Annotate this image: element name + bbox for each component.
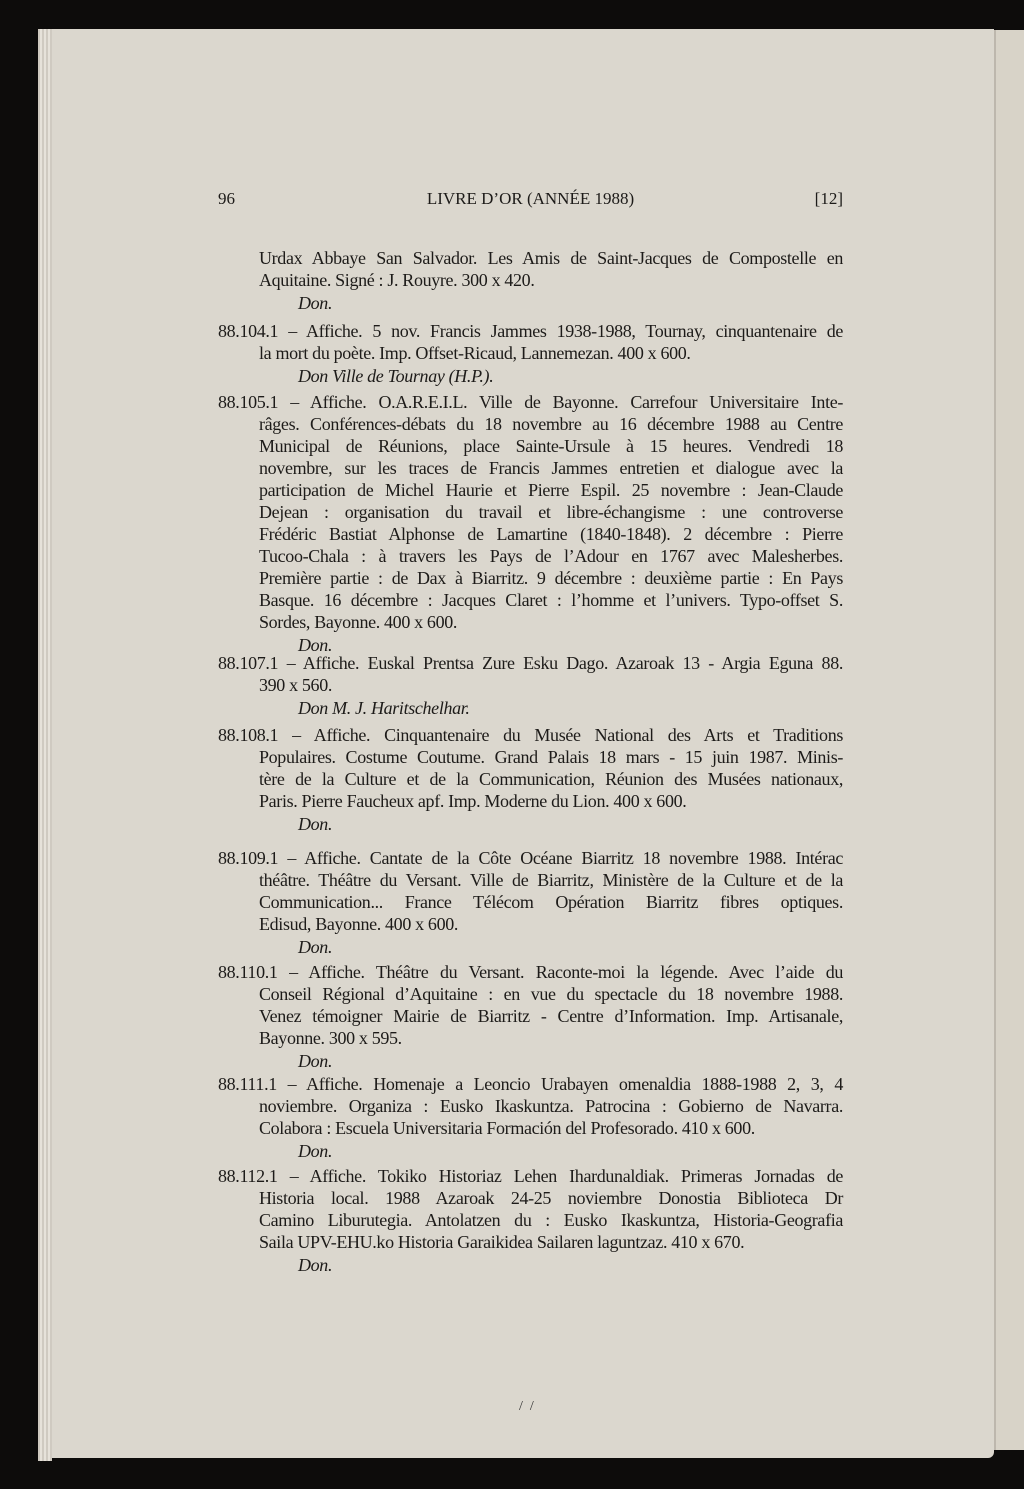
entry-number: 88.105.1 <box>218 392 279 412</box>
entry-number: 88.108.1 <box>218 725 279 745</box>
entry-line <box>218 435 843 457</box>
entry-number: 88.112.1 <box>218 1166 278 1186</box>
entry-number: 88.110.1 <box>218 962 278 982</box>
page-stack-edge <box>38 29 52 1461</box>
entry-text: Tucoo-Chala : à travers les Pays de l’Adour en 1767 avec Malesherbes. <box>259 546 843 566</box>
entry-line <box>218 611 843 633</box>
entry-text: Populaires. Costume Coutume. Grand Palais 18 mars - 15 juin 1987. Minis- <box>259 747 843 767</box>
entry-text: Frédéric Bastiat Alphonse de Lamartine (1840-1848). 2 décembre : Pierre <box>259 524 843 544</box>
entry-line <box>218 1005 843 1027</box>
catalogue-entry <box>218 1073 843 1162</box>
entry-line <box>218 869 843 891</box>
entry-donor: Don. <box>298 1255 333 1275</box>
entry-text: Paris. Pierre Faucheux apf. Imp. Moderne du Lion. 400 x 600. <box>259 791 687 811</box>
entry-line <box>218 847 843 869</box>
entry-line <box>218 961 843 983</box>
entry-text: Municipal de Réunions, place Sainte-Ursule à 15 heures. Vendredi 18 <box>259 436 843 456</box>
entry-text: Dejean : organisation du travail et libre-échangisme : une controverse <box>259 502 843 522</box>
entry-line <box>218 247 843 269</box>
entry-line <box>218 391 843 413</box>
entry-line <box>218 674 843 696</box>
entry-text: râges. Conférences-débats du 18 novembre au 16 décembre 1988 au Centre <box>259 414 843 434</box>
running-header <box>218 189 843 211</box>
entry-text: – Affiche. Homenaje a Leoncio Urabayen omenaldia 1888-1988 2, 3, 4 <box>287 1074 843 1094</box>
entry-text: Conseil Régional d’Aquitaine : en vue du spectacle du 18 novembre 1988. <box>259 984 843 1004</box>
entry-text: Aquitaine. Signé : J. Rouyre. 300 x 420. <box>259 270 535 290</box>
entry-text: Urdax Abbaye San Salvador. Les Amis de Saint-Jacques de Compostelle en <box>259 248 843 268</box>
entry-text: – Affiche. Tokiko Historiaz Lehen Ihardunaldiak. Primeras Jornadas de <box>289 1166 844 1186</box>
entry-line <box>218 913 843 935</box>
entry-text: Colabora : Escuela Universitaria Formación del Profesorado. 410 x 600. <box>259 1118 755 1138</box>
pencil-marks: / / <box>519 1399 534 1414</box>
entry-line <box>218 342 843 364</box>
entry-text: – Affiche. Euskal Prentsa Zure Esku Dago. Azaroak 13 - Argia Eguna 88. <box>286 653 843 673</box>
entry-line <box>218 1095 843 1117</box>
entry-text: Basque. 16 décembre : Jacques Claret : l’homme et l’univers. Typo-offset S. <box>259 590 843 610</box>
section-number: [12] <box>814 189 843 208</box>
entry-line <box>218 1165 843 1187</box>
entry-line <box>218 891 843 913</box>
entry-donor: Don. <box>298 635 333 655</box>
entry-text: théâtre. Théâtre du Versant. Ville de Biarritz, Ministère de la Culture et de la <box>259 870 843 890</box>
entry-line <box>218 1187 843 1209</box>
catalogue-entry <box>218 1165 843 1276</box>
running-title: LIVRE D’OR (ANNÉE 1988) <box>426 189 635 208</box>
page-number: 96 <box>218 189 235 208</box>
entry-donor: Don. <box>298 1141 333 1161</box>
entry-line <box>218 545 843 567</box>
entry-line <box>218 567 843 589</box>
catalogue-entry <box>218 724 843 835</box>
entry-line <box>218 1231 843 1253</box>
entry-line <box>218 1209 843 1231</box>
entry-text: Camino Liburutegia. Antolatzen du : Eusko Ikaskuntza, Historia-Geografia <box>259 1210 843 1230</box>
entry-text: Saila UPV-EHU.ko Historia Garaikidea Sailaren laguntzaz. 410 x 670. <box>259 1232 745 1252</box>
entry-text: Communication... France Télécom Opération Biarritz fibres optiques. <box>259 892 843 912</box>
entry-line <box>218 790 843 812</box>
entry-text: – Affiche. Théâtre du Versant. Raconte-moi la légende. Avec l’aide du <box>289 962 843 982</box>
catalogue-entry <box>218 391 843 656</box>
entry-line <box>218 768 843 790</box>
entry-text: participation de Michel Haurie et Pierre Espil. 25 novembre : Jean-Claude <box>259 480 843 500</box>
entry-line <box>218 1027 843 1049</box>
entry-text: Bayonne. 300 x 595. <box>259 1028 402 1048</box>
entry-line <box>218 1117 843 1139</box>
entry-number: 88.109.1 <box>218 848 279 868</box>
entry-text: Sordes, Bayonne. 400 x 600. <box>259 612 458 632</box>
entry-line <box>218 1073 843 1095</box>
entry-text: Venez témoigner Mairie de Biarritz - Centre d’Information. Imp. Artisanale, <box>259 1006 843 1026</box>
entry-donor: Don. <box>298 1051 333 1071</box>
entry-line <box>218 413 843 435</box>
entry-text: la mort du poète. Imp. Offset-Ricaud, Lannemezan. 400 x 600. <box>259 343 691 363</box>
catalogue-entry <box>218 961 843 1072</box>
entry-line <box>218 457 843 479</box>
entry-line <box>218 746 843 768</box>
entry-line <box>218 479 843 501</box>
facing-page-edge <box>994 30 1024 1450</box>
entry-text: novembre, sur les traces de Francis Jammes entretien et dialogue avec la <box>259 458 843 478</box>
entry-text: Première partie : de Dax à Biarritz. 9 décembre : deuxième partie : En Pays <box>259 568 843 588</box>
entry-line <box>218 983 843 1005</box>
entry-donor: Don. <box>298 814 333 834</box>
entry-text: – Affiche. 5 nov. Francis Jammes 1938-1988, Tournay, cinquantenaire de <box>288 321 843 341</box>
entry-donor: Don. <box>298 293 333 313</box>
entry-line <box>218 589 843 611</box>
catalogue-entry <box>218 652 843 719</box>
entry-line <box>218 320 843 342</box>
entry-line <box>218 652 843 674</box>
entry-line <box>218 724 843 746</box>
entry-text: – Affiche. O.A.R.E.I.L. Ville de Bayonne. Carrefour Universitaire Inte- <box>290 392 844 412</box>
entry-donor: Don. <box>298 937 333 957</box>
entry-text: tère de la Culture et de la Communication, Réunion des Musées nationaux, <box>259 769 843 789</box>
entry-donor: Don M. J. Haritschelhar. <box>298 698 470 718</box>
entry-text: 390 x 560. <box>259 675 333 695</box>
entry-donor: Don Ville de Tournay (H.P.). <box>298 366 494 386</box>
entry-text: Historia local. 1988 Azaroak 24-25 noviembre Donostia Biblioteca Dr <box>259 1188 843 1208</box>
catalogue-entry <box>218 247 843 314</box>
entry-number: 88.111.1 <box>218 1074 277 1094</box>
entry-text: Edisud, Bayonne. 400 x 600. <box>259 914 459 934</box>
catalogue-entry <box>218 320 843 387</box>
entry-number: 88.104.1 <box>218 321 279 341</box>
entry-text: – Affiche. Cinquantenaire du Musée National des Arts et Traditions <box>292 725 843 745</box>
entry-number: 88.107.1 <box>218 653 279 673</box>
catalogue-entry <box>218 847 843 958</box>
entry-line <box>218 501 843 523</box>
entry-line <box>218 523 843 545</box>
entry-line <box>218 269 843 291</box>
entry-text: noviembre. Organiza : Eusko Ikaskuntza. Patrocina : Gobierno de Navarra. <box>259 1096 843 1116</box>
entry-text: – Affiche. Cantate de la Côte Océane Biarritz 18 novembre 1988. Intérac <box>287 848 843 868</box>
